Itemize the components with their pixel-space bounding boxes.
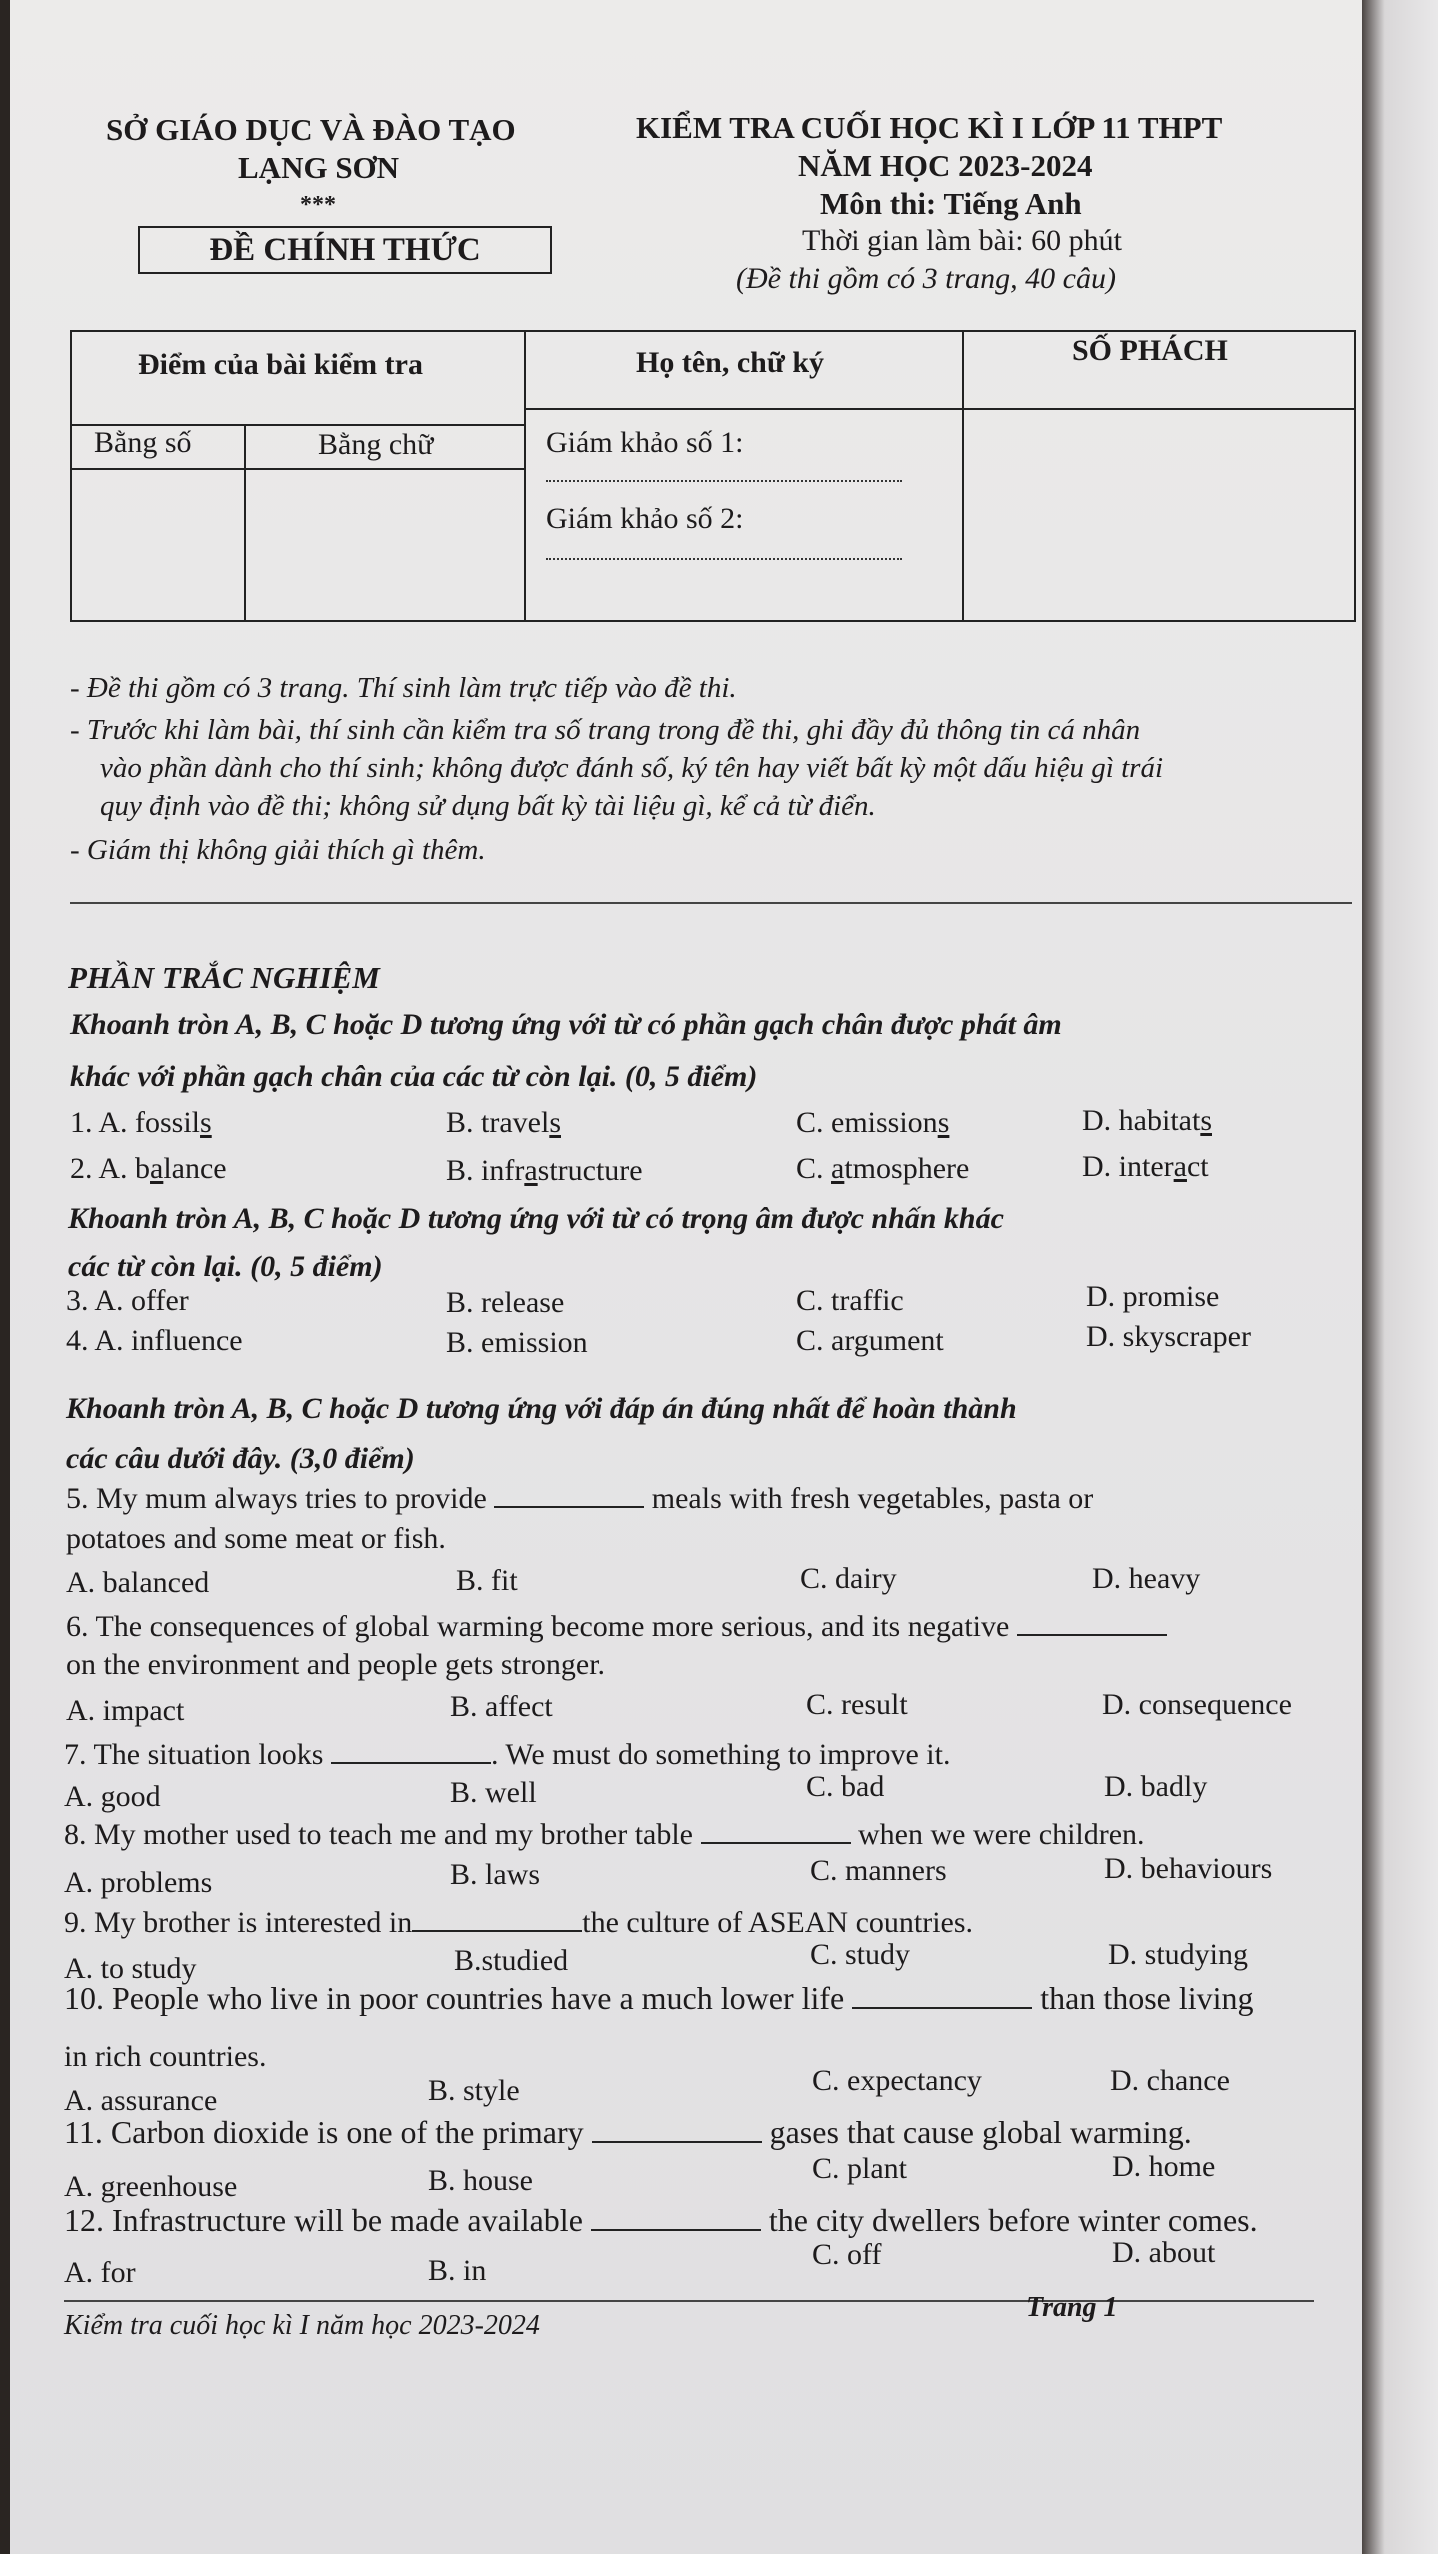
note-3: - Giám thị không giải thích gì thêm. xyxy=(70,834,486,866)
province-name: LẠNG SƠN xyxy=(238,150,400,185)
q11-option-d[interactable]: D. home xyxy=(1112,2150,1216,2183)
q12-option-c[interactable]: C. off xyxy=(812,2238,882,2271)
q8-option-b[interactable]: B. laws xyxy=(450,1858,540,1891)
exam-page xyxy=(10,0,1362,2554)
q4-option-d[interactable]: D. skyscraper xyxy=(1086,1320,1251,1353)
q11-stem: 11. Carbon dioxide is one of the primary gases that cause global warming. xyxy=(64,2114,1192,2150)
q4-option-c[interactable]: C. argument xyxy=(796,1324,944,1357)
exam-title: KIỂM TRA CUỐI HỌC KÌ I LỚP 11 THPT xyxy=(636,110,1223,145)
q10-stem: 10. People who live in poor countries have a much lower life than those living xyxy=(64,1980,1254,2016)
stars: *** xyxy=(300,192,336,218)
instruction-pronunciation: Khoanh tròn A, B, C hoặc D tương ứng với từ có phần gạch chân được phát âm xyxy=(70,1008,1062,1041)
q10-option-b[interactable]: B. style xyxy=(428,2074,520,2107)
note-1: - Đề thi gồm có 3 trang. Thí sinh làm trực tiếp vào đề thi. xyxy=(70,672,737,704)
q9-option-d[interactable]: D. studying xyxy=(1108,1938,1249,1971)
examiner-1-line[interactable] xyxy=(546,480,902,482)
examiner-1-label: Giám khảo số 1: xyxy=(546,426,744,459)
section-title: PHẦN TRẮC NGHIỆM xyxy=(68,960,380,995)
q10-blank[interactable] xyxy=(852,2007,1032,2009)
q8-option-d[interactable]: D. behaviours xyxy=(1104,1852,1273,1885)
q5-stem: 5. My mum always tries to provide meals with fresh vegetables, pasta or xyxy=(66,1482,1094,1515)
q7-blank[interactable] xyxy=(331,1762,491,1764)
q9-option-c[interactable]: C. study xyxy=(810,1938,911,1971)
department-name: SỞ GIÁO DỤC VÀ ĐÀO TẠO xyxy=(106,112,516,147)
page-count-note: (Đề thi gồm có 3 trang, 40 câu) xyxy=(736,262,1116,295)
q7-option-d[interactable]: D. badly xyxy=(1104,1770,1208,1803)
q1-option-d[interactable]: D. habitats xyxy=(1082,1104,1212,1137)
q5-option-a[interactable]: A. balanced xyxy=(66,1566,210,1599)
q6-option-c[interactable]: C. result xyxy=(806,1688,908,1721)
q9-option-a[interactable]: A. to study xyxy=(64,1952,197,1985)
school-year: NĂM HỌC 2023-2024 xyxy=(798,148,1093,183)
q6-option-d[interactable]: D. consequence xyxy=(1102,1688,1292,1721)
footer-text: Kiểm tra cuối học kì I năm học 2023-2024 xyxy=(64,2310,540,2341)
instruction-complete: Khoanh tròn A, B, C hoặc D tương ứng với đáp án đúng nhất để hoàn thành xyxy=(66,1392,1017,1425)
q5-option-c[interactable]: C. dairy xyxy=(800,1562,897,1595)
q12-stem: 12. Infrastructure will be made available the city dwellers before winter comes. xyxy=(64,2202,1258,2238)
q8-stem: 8. My mother used to teach me and my brother table when we were children. xyxy=(64,1818,1145,1851)
q5-blank[interactable] xyxy=(494,1506,644,1508)
subject: Môn thi: Tiếng Anh xyxy=(820,186,1082,221)
instruction-pronunciation-cont: khác với phần gạch chân của các từ còn lại. (0, 5 điểm) xyxy=(70,1060,758,1093)
q10-option-c[interactable]: C. expectancy xyxy=(812,2064,982,2097)
official-exam-box: ĐỀ CHÍNH THỨC xyxy=(138,226,552,274)
q8-option-c[interactable]: C. manners xyxy=(810,1854,947,1887)
q12-option-b[interactable]: B. in xyxy=(428,2254,487,2287)
instruction-stress: Khoanh tròn A, B, C hoặc D tương ứng với từ có trọng âm được nhấn khác xyxy=(68,1202,1004,1235)
q4-option-b[interactable]: B. emission xyxy=(446,1326,588,1359)
q6-option-a[interactable]: A. impact xyxy=(66,1694,185,1727)
duration: Thời gian làm bài: 60 phút xyxy=(802,224,1122,257)
note-2-cont-2: quy định vào đề thi; không sử dụng bất kỳ tài liệu gì, kể cả từ điển. xyxy=(100,790,876,822)
q2-option-a[interactable]: 2. A. balance xyxy=(70,1152,227,1185)
score-by-number: Bằng số xyxy=(94,426,192,459)
note-2: - Trước khi làm bài, thí sinh cần kiểm tra số trang trong đề thi, ghi đầy đủ thông tin cá nhân xyxy=(70,714,1141,746)
page-number: Trang 1 xyxy=(1026,2292,1118,2323)
q5-option-b[interactable]: B. fit xyxy=(456,1564,518,1597)
q2-option-d[interactable]: D. interact xyxy=(1082,1150,1209,1183)
q2-option-c[interactable]: C. atmosphere xyxy=(796,1152,970,1185)
q2-option-b[interactable]: B. infrastructure xyxy=(446,1154,643,1187)
score-by-words: Bằng chữ xyxy=(318,428,434,461)
q8-option-a[interactable]: A. problems xyxy=(64,1866,213,1899)
q9-stem: 9. My brother is interested in the culture of ASEAN countries. xyxy=(64,1906,974,1939)
q11-option-a[interactable]: A. greenhouse xyxy=(64,2170,238,2203)
note-2-cont: vào phần dành cho thí sinh; không được đánh số, ký tên hay viết bất kỳ một dấu hiệu gì trái xyxy=(100,752,1164,784)
examiner-2-label: Giám khảo số 2: xyxy=(546,502,744,535)
q6-option-b[interactable]: B. affect xyxy=(450,1690,553,1723)
footer-rule xyxy=(64,2300,1314,2302)
q1-option-c[interactable]: C. emissions xyxy=(796,1106,950,1139)
q3-option-a[interactable]: 3. A. offer xyxy=(66,1284,189,1317)
code-header: SỐ PHÁCH xyxy=(1072,334,1228,367)
instruction-stress-cont: các từ còn lại. (0, 5 điểm) xyxy=(68,1250,383,1283)
q10-stem-cont: in rich countries. xyxy=(64,2040,267,2073)
q12-blank[interactable] xyxy=(591,2229,761,2231)
q5-stem-cont: potatoes and some meat or fish. xyxy=(66,1522,446,1555)
q9-option-b[interactable]: B.studied xyxy=(454,1944,569,1977)
score-header: Điểm của bài kiểm tra xyxy=(138,348,423,381)
q7-option-b[interactable]: B. well xyxy=(450,1776,537,1809)
q6-stem-cont: on the environment and people gets stronger. xyxy=(66,1648,606,1681)
q10-option-d[interactable]: D. chance xyxy=(1110,2064,1230,2097)
adjacent-page-edge xyxy=(1362,0,1438,2554)
q3-option-d[interactable]: D. promise xyxy=(1086,1280,1220,1313)
divider xyxy=(70,902,1352,904)
q5-option-d[interactable]: D. heavy xyxy=(1092,1562,1201,1595)
q10-option-a[interactable]: A. assurance xyxy=(64,2084,218,2117)
q11-blank[interactable] xyxy=(592,2141,762,2143)
q4-option-a[interactable]: 4. A. influence xyxy=(66,1324,243,1357)
q11-option-b[interactable]: B. house xyxy=(428,2164,533,2197)
q8-blank[interactable] xyxy=(701,1842,851,1844)
q3-option-c[interactable]: C. traffic xyxy=(796,1284,904,1317)
q3-option-b[interactable]: B. release xyxy=(446,1286,565,1319)
q1-option-b[interactable]: B. travels xyxy=(446,1106,561,1139)
q6-blank[interactable] xyxy=(1017,1634,1167,1636)
q11-option-c[interactable]: C. plant xyxy=(812,2152,907,2185)
q6-stem: 6. The consequences of global warming become more serious, and its negative xyxy=(66,1610,1167,1644)
q7-stem: 7. The situation looks . We must do something to improve it. xyxy=(64,1738,951,1771)
q9-blank[interactable] xyxy=(412,1930,582,1932)
instruction-complete-cont: các câu dưới đây. (3,0 điểm) xyxy=(66,1442,415,1475)
q12-option-d[interactable]: D. about xyxy=(1112,2236,1216,2269)
q12-option-a[interactable]: A. for xyxy=(64,2256,136,2289)
q7-option-c[interactable]: C. bad xyxy=(806,1770,885,1803)
q7-option-a[interactable]: A. good xyxy=(64,1780,161,1813)
examiner-2-line[interactable] xyxy=(546,558,902,560)
q1-option-a[interactable]: 1. A. fossils xyxy=(70,1106,212,1139)
score-table xyxy=(70,330,1356,622)
name-header: Họ tên, chữ ký xyxy=(636,346,825,379)
